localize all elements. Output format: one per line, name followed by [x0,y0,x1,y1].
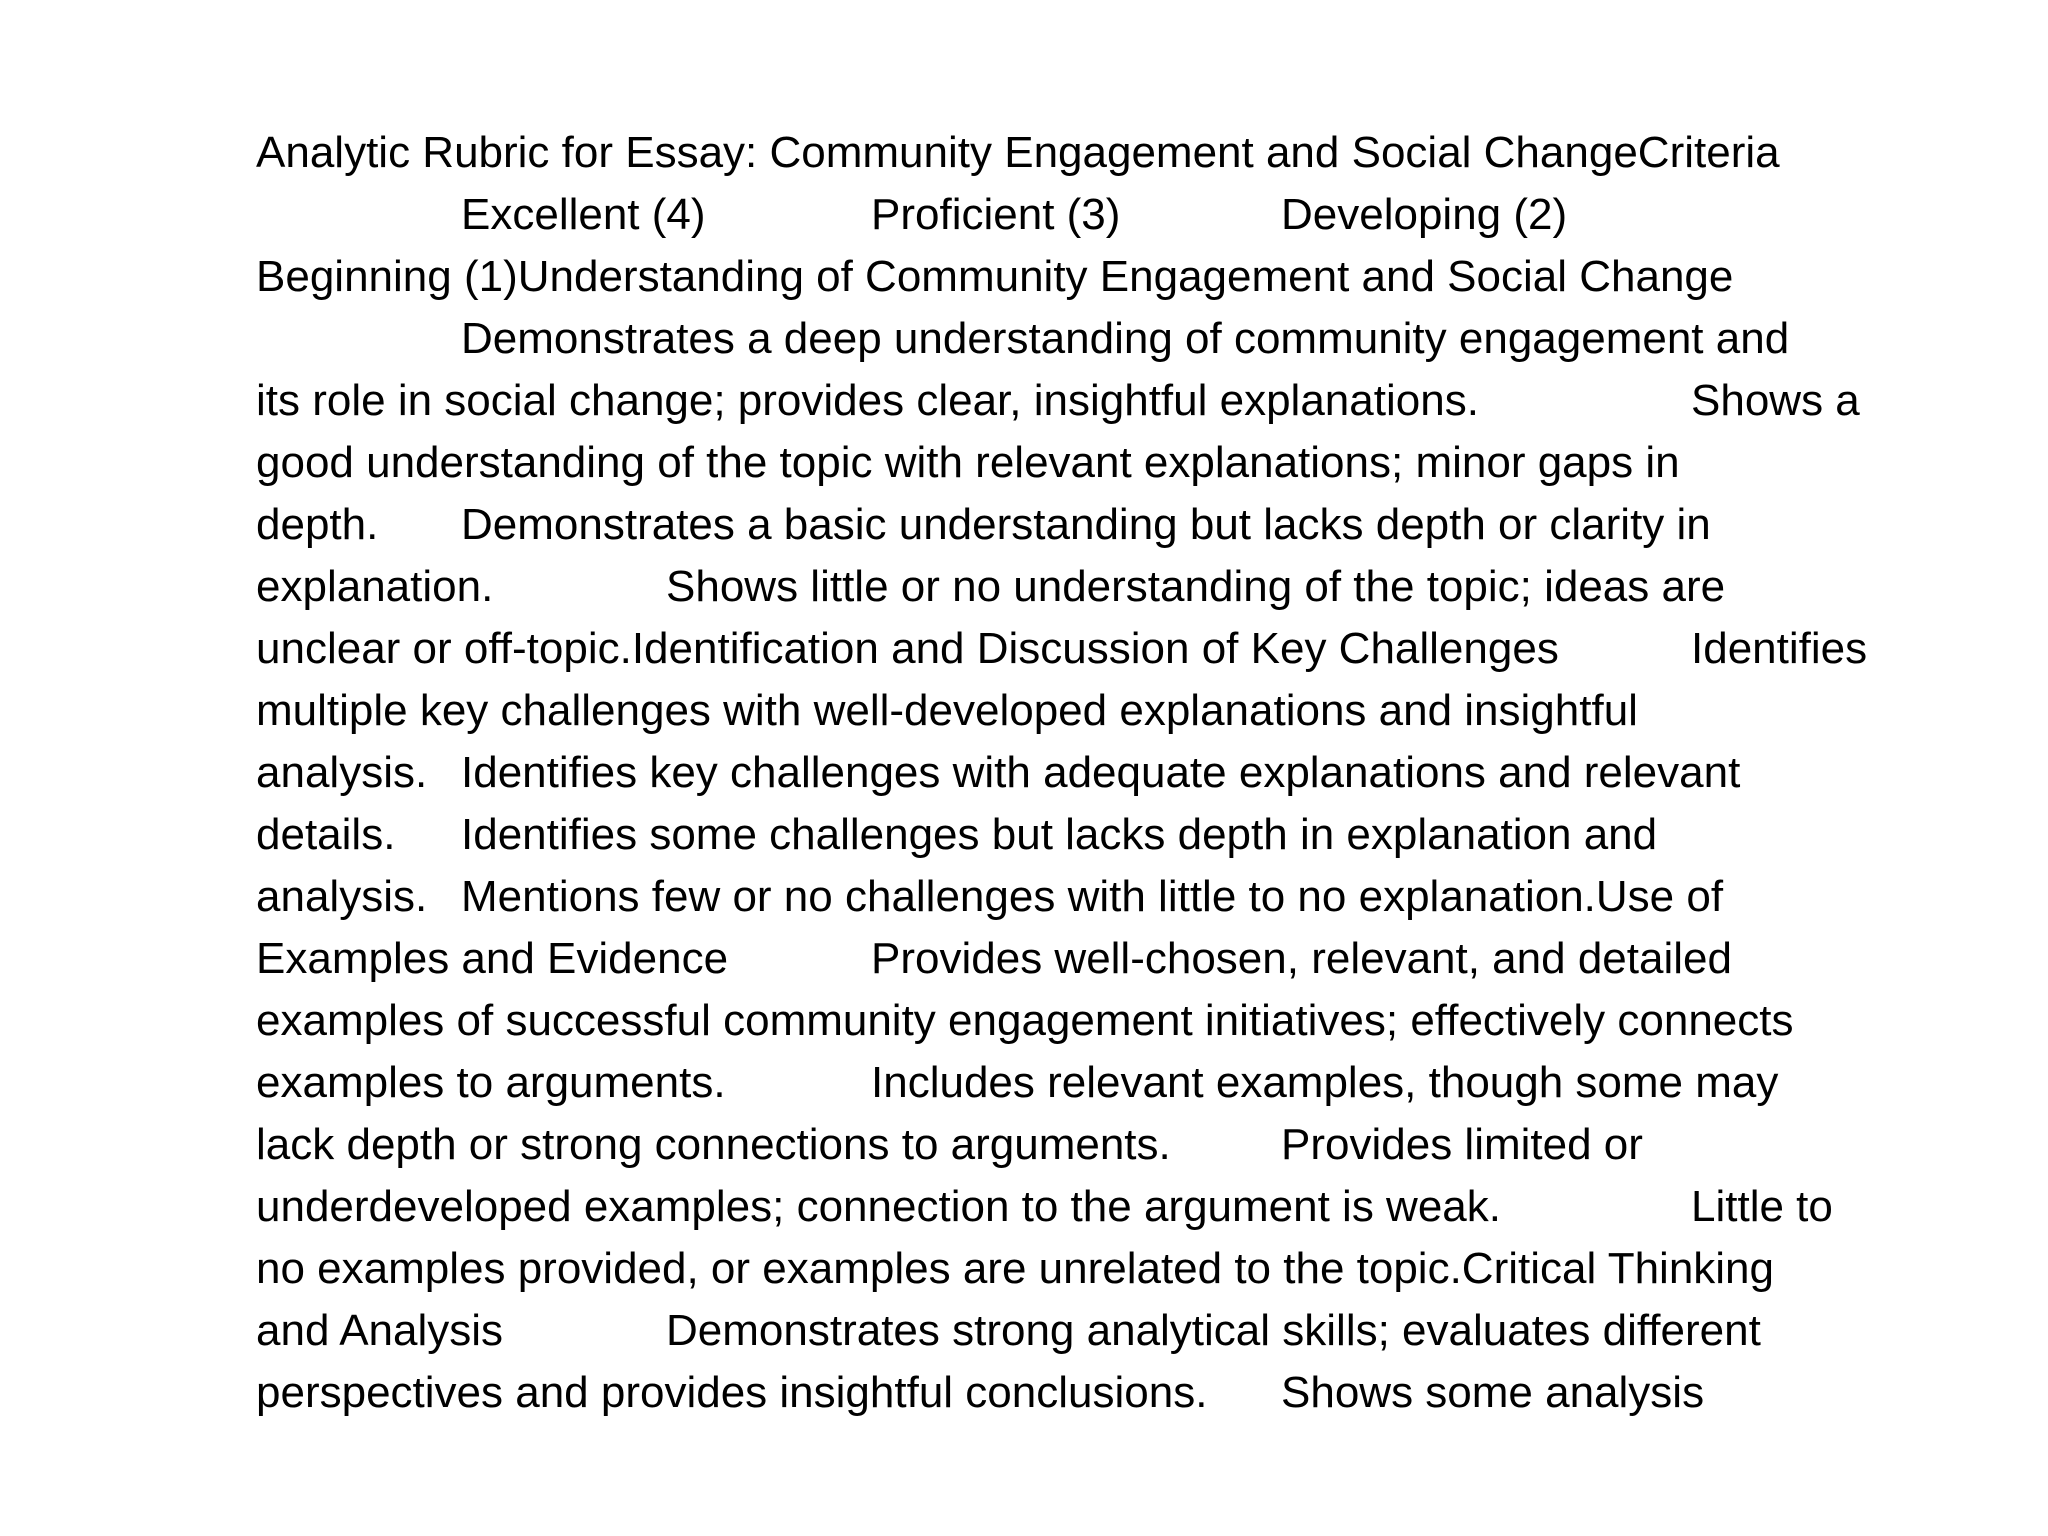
text-segment: its role in social change; provides clear, insightful explanations. [256,376,1479,425]
text-line [256,308,1936,370]
text-segment: Beginning (1)Understanding of Community Engagement and Social Change [256,252,1734,301]
text-line [256,742,1936,804]
text-line [256,1052,1936,1114]
text-segment: unclear or off-topic.Identification and Discussion of Key Challenges [256,624,1559,673]
text-line [256,804,1936,866]
text-segment: Excellent (4) [461,190,706,239]
text-line [256,866,1936,928]
text-segment: depth. [256,500,379,549]
text-segment: Shows little or no understanding of the topic; ideas are [666,562,1726,611]
text-line [256,1176,1936,1238]
text-segment: details. [256,810,396,859]
text-line [256,184,1936,246]
text-line [256,246,1936,308]
text-line [256,370,1936,432]
text-line [256,1362,1936,1424]
text-segment: Demonstrates a basic understanding but lacks depth or clarity in [461,500,1711,549]
text-line [256,618,1936,680]
text-segment: Mentions few or no challenges with little to no explanation.Use of [461,872,1724,921]
text-segment: Shows a [1691,376,1860,425]
text-segment: Includes relevant examples, though some may [871,1058,1779,1107]
text-segment: and Analysis [256,1306,504,1355]
text-segment: Demonstrates a deep understanding of community engagement and [461,314,1790,363]
text-segment: Provides limited or [1281,1120,1643,1169]
text-segment: Analytic Rubric for Essay: Community Engagement and Social ChangeCriteria [256,128,1780,177]
text-segment: perspectives and provides insightful conclusions. [256,1368,1208,1417]
text-segment: Shows some analysis [1281,1368,1705,1417]
text-line [256,432,1936,494]
text-segment: examples to arguments. [256,1058,726,1107]
text-line [256,494,1936,556]
text-segment: examples of successful community engagement initiatives; effectively connects [256,996,1794,1045]
rubric-text [256,122,1936,1424]
text-line [256,1300,1936,1362]
text-segment: Identifies key challenges with adequate explanations and relevant [461,748,1741,797]
text-segment: lack depth or strong connections to arguments. [256,1120,1171,1169]
text-segment: explanation. [256,562,494,611]
text-segment: good understanding of the topic with relevant explanations; minor gaps in [256,438,1680,487]
text-line [256,1114,1936,1176]
text-line [256,1238,1936,1300]
text-segment: Little to [1691,1182,1833,1231]
text-segment: Demonstrates strong analytical skills; evaluates different [666,1306,1761,1355]
text-line [256,122,1936,184]
text-segment: Examples and Evidence [256,934,729,983]
text-segment: Identifies some challenges but lacks depth in explanation and [461,810,1658,859]
text-line [256,990,1936,1052]
text-segment: Identifies [1691,624,1868,673]
text-line [256,928,1936,990]
text-segment: analysis. [256,872,428,921]
text-segment: underdeveloped examples; connection to the argument is weak. [256,1182,1501,1231]
text-segment: multiple key challenges with well-developed explanations and insightful [256,686,1638,735]
text-segment: no examples provided, or examples are unrelated to the topic.Critical Thinking [256,1244,1774,1293]
text-segment: Proficient (3) [871,190,1121,239]
text-segment: Developing (2) [1281,190,1568,239]
text-line [256,680,1936,742]
text-line [256,556,1936,618]
text-segment: Provides well-chosen, relevant, and detailed [871,934,1732,983]
text-segment: analysis. [256,748,428,797]
